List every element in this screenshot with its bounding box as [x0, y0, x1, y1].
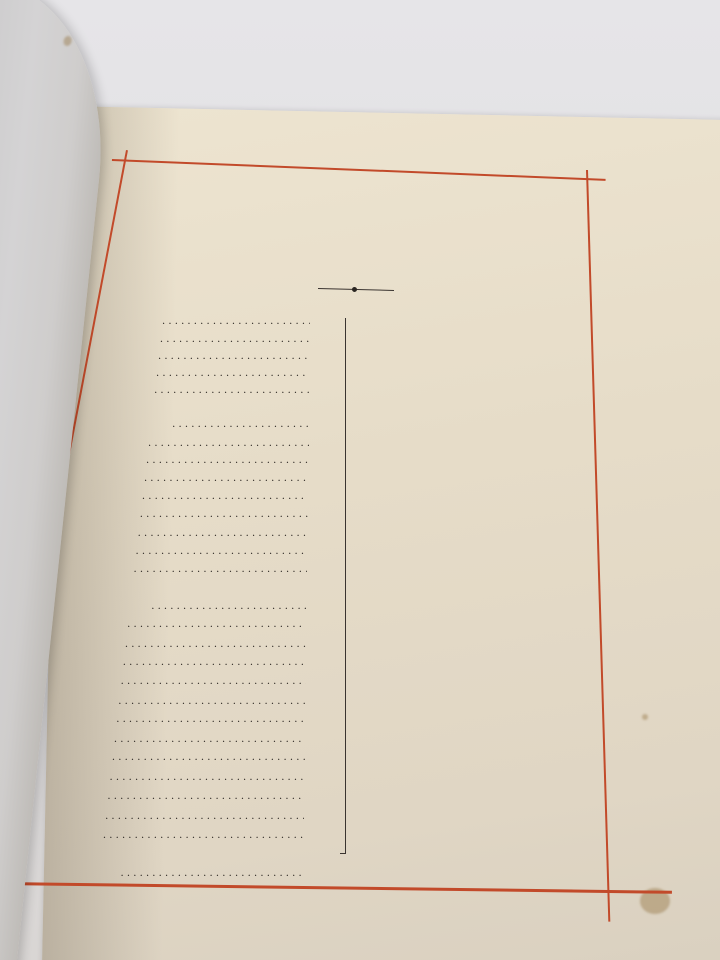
toc-entry-title-continued: [99, 865, 304, 879]
toc-entry-title: [110, 769, 305, 783]
toc-entry: [133, 561, 337, 575]
toc-entry-title: [158, 348, 310, 362]
toc-entry-title: [148, 435, 309, 449]
toc-entry: [107, 788, 334, 802]
toc-entry-title-continued: [150, 416, 309, 430]
toc-entry-title: [133, 561, 307, 575]
toc-entry: [125, 636, 336, 650]
toc-entry-title: [156, 365, 309, 379]
toc-entry: [114, 731, 335, 745]
toc-entry-title: [162, 313, 310, 327]
toc-entry: [162, 313, 340, 327]
toc-entry-title: [114, 731, 305, 745]
toc-entry: [103, 827, 334, 841]
title-ornament-rule: [318, 288, 394, 291]
toc-entry-title: [118, 693, 305, 707]
toc-entry: [158, 348, 340, 362]
toc-entry: [121, 673, 336, 687]
toc-entry: [146, 452, 338, 466]
toc-entry: [138, 525, 338, 539]
toc-entry-title: [121, 673, 306, 687]
toc-entry: [160, 331, 340, 345]
toc-entry: [140, 506, 338, 520]
toc-entry-title: [144, 470, 308, 484]
toc-entry-title: [146, 452, 308, 466]
toc-entry: [127, 616, 336, 630]
foxing-stain: [63, 36, 72, 46]
toc-entry: [148, 435, 339, 449]
toc-entry-title: [140, 506, 308, 520]
column-divider-foot: [340, 853, 346, 854]
toc-entry: [156, 365, 339, 379]
toc-entry: [112, 749, 335, 763]
toc-entry: [105, 808, 334, 822]
toc-entry-continuation: [129, 598, 336, 612]
column-divider: [345, 318, 346, 854]
toc-entry-title: [103, 827, 304, 841]
toc-entry-title: [125, 636, 306, 650]
toc-entry: [116, 711, 335, 725]
toc-entry: [136, 543, 338, 557]
toc-entry-continuation: [150, 416, 339, 430]
toc-entry: [123, 654, 336, 668]
toc-entry: [118, 693, 335, 707]
toc-entry: [144, 470, 338, 484]
toc-entry-continuation: [99, 865, 334, 879]
toc-entry-title: [105, 808, 304, 822]
toc-entry: [154, 382, 339, 396]
toc-entry-title: [127, 616, 306, 630]
toc-entry-title: [136, 543, 308, 557]
toc-entry: [110, 769, 335, 783]
toc-entry-title: [123, 654, 306, 668]
toc-entry-title: [142, 488, 308, 502]
toc-entry-title: [116, 711, 305, 725]
toc-entry-title: [160, 331, 310, 345]
toc-entry-title: [154, 382, 309, 396]
toc-entry-title: [107, 788, 304, 802]
toc-entry-title: [112, 749, 305, 763]
toc-entry: [142, 488, 338, 502]
toc-entry-title-continued: [129, 598, 306, 612]
toc-entry-title: [138, 525, 308, 539]
